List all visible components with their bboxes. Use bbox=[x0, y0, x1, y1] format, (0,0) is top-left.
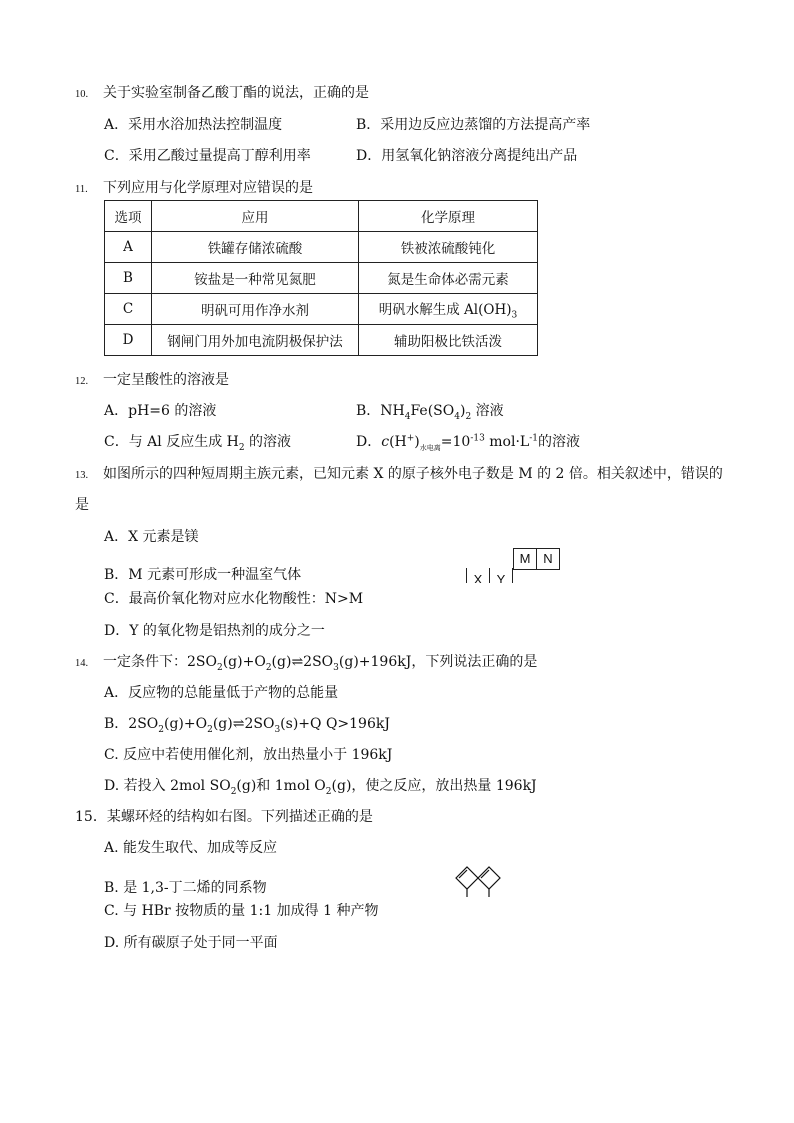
superscript: -1 bbox=[529, 433, 538, 444]
text: =10 bbox=[440, 434, 471, 450]
question-number: 12. bbox=[75, 376, 89, 387]
subscript: 2 bbox=[207, 724, 213, 735]
option-b: B．采用边反应边蒸馏的方法提高产率 bbox=[356, 117, 591, 133]
table-header: 选项 bbox=[105, 201, 152, 232]
text: 2SO bbox=[303, 654, 334, 670]
option-a: A．X 元素是镁 bbox=[104, 529, 199, 545]
element-cell-n: N bbox=[536, 548, 560, 570]
option-b bbox=[104, 713, 390, 735]
table-header-row bbox=[105, 201, 538, 232]
subscript: 4 bbox=[454, 411, 460, 422]
option-c: C. 与 HBr 按物质的量 1:1 加成得 1 种产物 bbox=[104, 903, 379, 919]
table-header: 化学原理 bbox=[359, 201, 538, 232]
question-number: 11. bbox=[75, 184, 88, 195]
option-a: A．pH=6 的溶液 bbox=[104, 403, 217, 419]
subscript: 2 bbox=[158, 724, 164, 735]
question-stem bbox=[103, 654, 538, 673]
table-cell: 辅助阳极比铁活泼 bbox=[359, 325, 538, 356]
table-row bbox=[105, 325, 538, 356]
text: 的溶液 bbox=[537, 434, 580, 450]
question-number: 10. bbox=[75, 89, 89, 100]
question-11 bbox=[75, 177, 313, 197]
question-number: 13. bbox=[75, 470, 89, 481]
table-cell: 钢闸门用外加电流阴极保护法 bbox=[152, 325, 359, 356]
equilibrium-arrow-icon: ⇌ bbox=[291, 654, 304, 670]
option-b bbox=[356, 400, 504, 422]
subscript: 2 bbox=[325, 786, 332, 797]
option-c: C．采用乙酸过量提高丁醇利用率 bbox=[104, 148, 311, 164]
subscript: 2 bbox=[265, 662, 272, 673]
option-c: C. 反应中若使用催化剂，放出热量小于 196kJ bbox=[104, 747, 393, 763]
option-b: B．M 元素可形成一种温室气体 bbox=[104, 567, 302, 583]
text: 一定条件下：2SO bbox=[103, 654, 217, 670]
text: mol·L bbox=[484, 434, 530, 450]
element-cell-x: X bbox=[466, 568, 490, 583]
table-cell: A bbox=[105, 232, 152, 263]
question-stem: 如图所示的四种短周期主族元素，已知元素 X 的原子核外电子数是 M 的 2 倍。相关叙述中，错误的 bbox=[103, 466, 723, 482]
subscript: 2 bbox=[216, 662, 223, 673]
text: D． bbox=[356, 434, 382, 450]
subscript: 4 bbox=[404, 411, 411, 422]
text: B．2SO bbox=[104, 716, 159, 732]
subscript: 3 bbox=[511, 310, 518, 321]
text: (g) bbox=[271, 654, 292, 670]
element-cell-m: M bbox=[513, 548, 537, 570]
partial-cells bbox=[466, 568, 516, 583]
text: 2SO bbox=[244, 716, 275, 732]
text: 的溶液 bbox=[244, 434, 292, 450]
option-a: A．采用水浴加热法控制温度 bbox=[104, 117, 283, 133]
table-cell: 氮是生命体必需元素 bbox=[359, 263, 538, 294]
option-d bbox=[104, 775, 537, 797]
text: Fe(SO bbox=[410, 403, 455, 419]
table-header: 应用 bbox=[152, 201, 359, 232]
text: (g) bbox=[212, 716, 233, 732]
question-stem: 下列应用与化学原理对应错误的是 bbox=[103, 180, 313, 196]
option-d: D．Y 的氧化物是铝热剂的成分之一 bbox=[104, 623, 325, 639]
question-stem-continued: 是 bbox=[75, 497, 89, 513]
option-a: A．反应物的总能量低于产物的总能量 bbox=[104, 685, 339, 701]
subscript: 3 bbox=[333, 662, 339, 673]
question-12 bbox=[75, 369, 229, 389]
spiro-hydrocarbon-structure-icon bbox=[450, 858, 510, 900]
option-c bbox=[104, 431, 291, 453]
text: 溶液 bbox=[471, 403, 504, 419]
option-c: C．最高价氧化物对应水化物酸性：N>M bbox=[104, 591, 364, 607]
question-stem: 关于实验室制备乙酸丁酯的说法，正确的是 bbox=[103, 85, 369, 101]
text: C．与 Al 反应生成 H bbox=[104, 434, 239, 450]
text: (g)+196kJ，下列说法正确的是 bbox=[338, 654, 538, 670]
option-b: B. 是 1,3-丁二烯的同系物 bbox=[104, 880, 267, 896]
text: (g)和 1mol O bbox=[236, 778, 326, 794]
superscript: + bbox=[406, 433, 415, 444]
question-13 bbox=[75, 463, 723, 483]
option-d: D．用氢氧化钠溶液分离提纯出产品 bbox=[356, 148, 578, 164]
text: c bbox=[381, 434, 390, 450]
question-15 bbox=[75, 806, 373, 826]
question-number: 14. bbox=[75, 658, 89, 669]
text: ) bbox=[414, 434, 420, 450]
equilibrium-arrow-icon: ⇌ bbox=[232, 716, 245, 732]
table-row bbox=[105, 294, 538, 325]
subscript: 2 bbox=[230, 786, 237, 797]
text: B．NH bbox=[356, 403, 405, 419]
option-d bbox=[356, 431, 580, 453]
principle-table bbox=[104, 200, 538, 356]
question-10 bbox=[75, 82, 369, 102]
text: (s)+Q Q>196kJ bbox=[280, 716, 390, 732]
table-row bbox=[105, 263, 538, 294]
question-14 bbox=[75, 651, 537, 673]
table-cell: 铁罐存储浓硫酸 bbox=[152, 232, 359, 263]
subscript: 2 bbox=[238, 442, 245, 453]
element-cell-y: Y bbox=[489, 568, 513, 583]
table-cell bbox=[359, 294, 538, 325]
table-cell: 铁被浓硫酸钝化 bbox=[359, 232, 538, 263]
table-cell: 铵盐是一种常见氮肥 bbox=[152, 263, 359, 294]
text: (g)+O bbox=[222, 654, 266, 670]
text: (g)，使之反应，放出热量 196kJ bbox=[331, 778, 537, 794]
table-cell: B bbox=[105, 263, 152, 294]
text: (g)+O bbox=[164, 716, 208, 732]
option-a: A. 能发生取代、加成等反应 bbox=[104, 840, 278, 856]
table-cell: C bbox=[105, 294, 152, 325]
text: ) bbox=[459, 403, 466, 419]
table-cell: D bbox=[105, 325, 152, 356]
formula-text: 明矾水解生成 Al(OH) bbox=[378, 301, 512, 318]
subscript-label: 水电离 bbox=[419, 443, 441, 452]
question-stem: 一定呈酸性的溶液是 bbox=[103, 372, 229, 388]
text: D. 若投入 2mol SO bbox=[104, 778, 231, 794]
table-cell: 明矾可用作净水剂 bbox=[152, 294, 359, 325]
question-stem: 某螺环烃的结构如右图。下列描述正确的是 bbox=[106, 809, 373, 825]
superscript: -13 bbox=[470, 433, 485, 444]
table-row bbox=[105, 232, 538, 263]
text: (H bbox=[389, 434, 407, 450]
subscript: 3 bbox=[274, 724, 281, 735]
question-number: 15． bbox=[75, 809, 107, 825]
subscript: 2 bbox=[465, 411, 472, 422]
option-d: D. 所有碳原子处于同一平面 bbox=[104, 935, 278, 951]
